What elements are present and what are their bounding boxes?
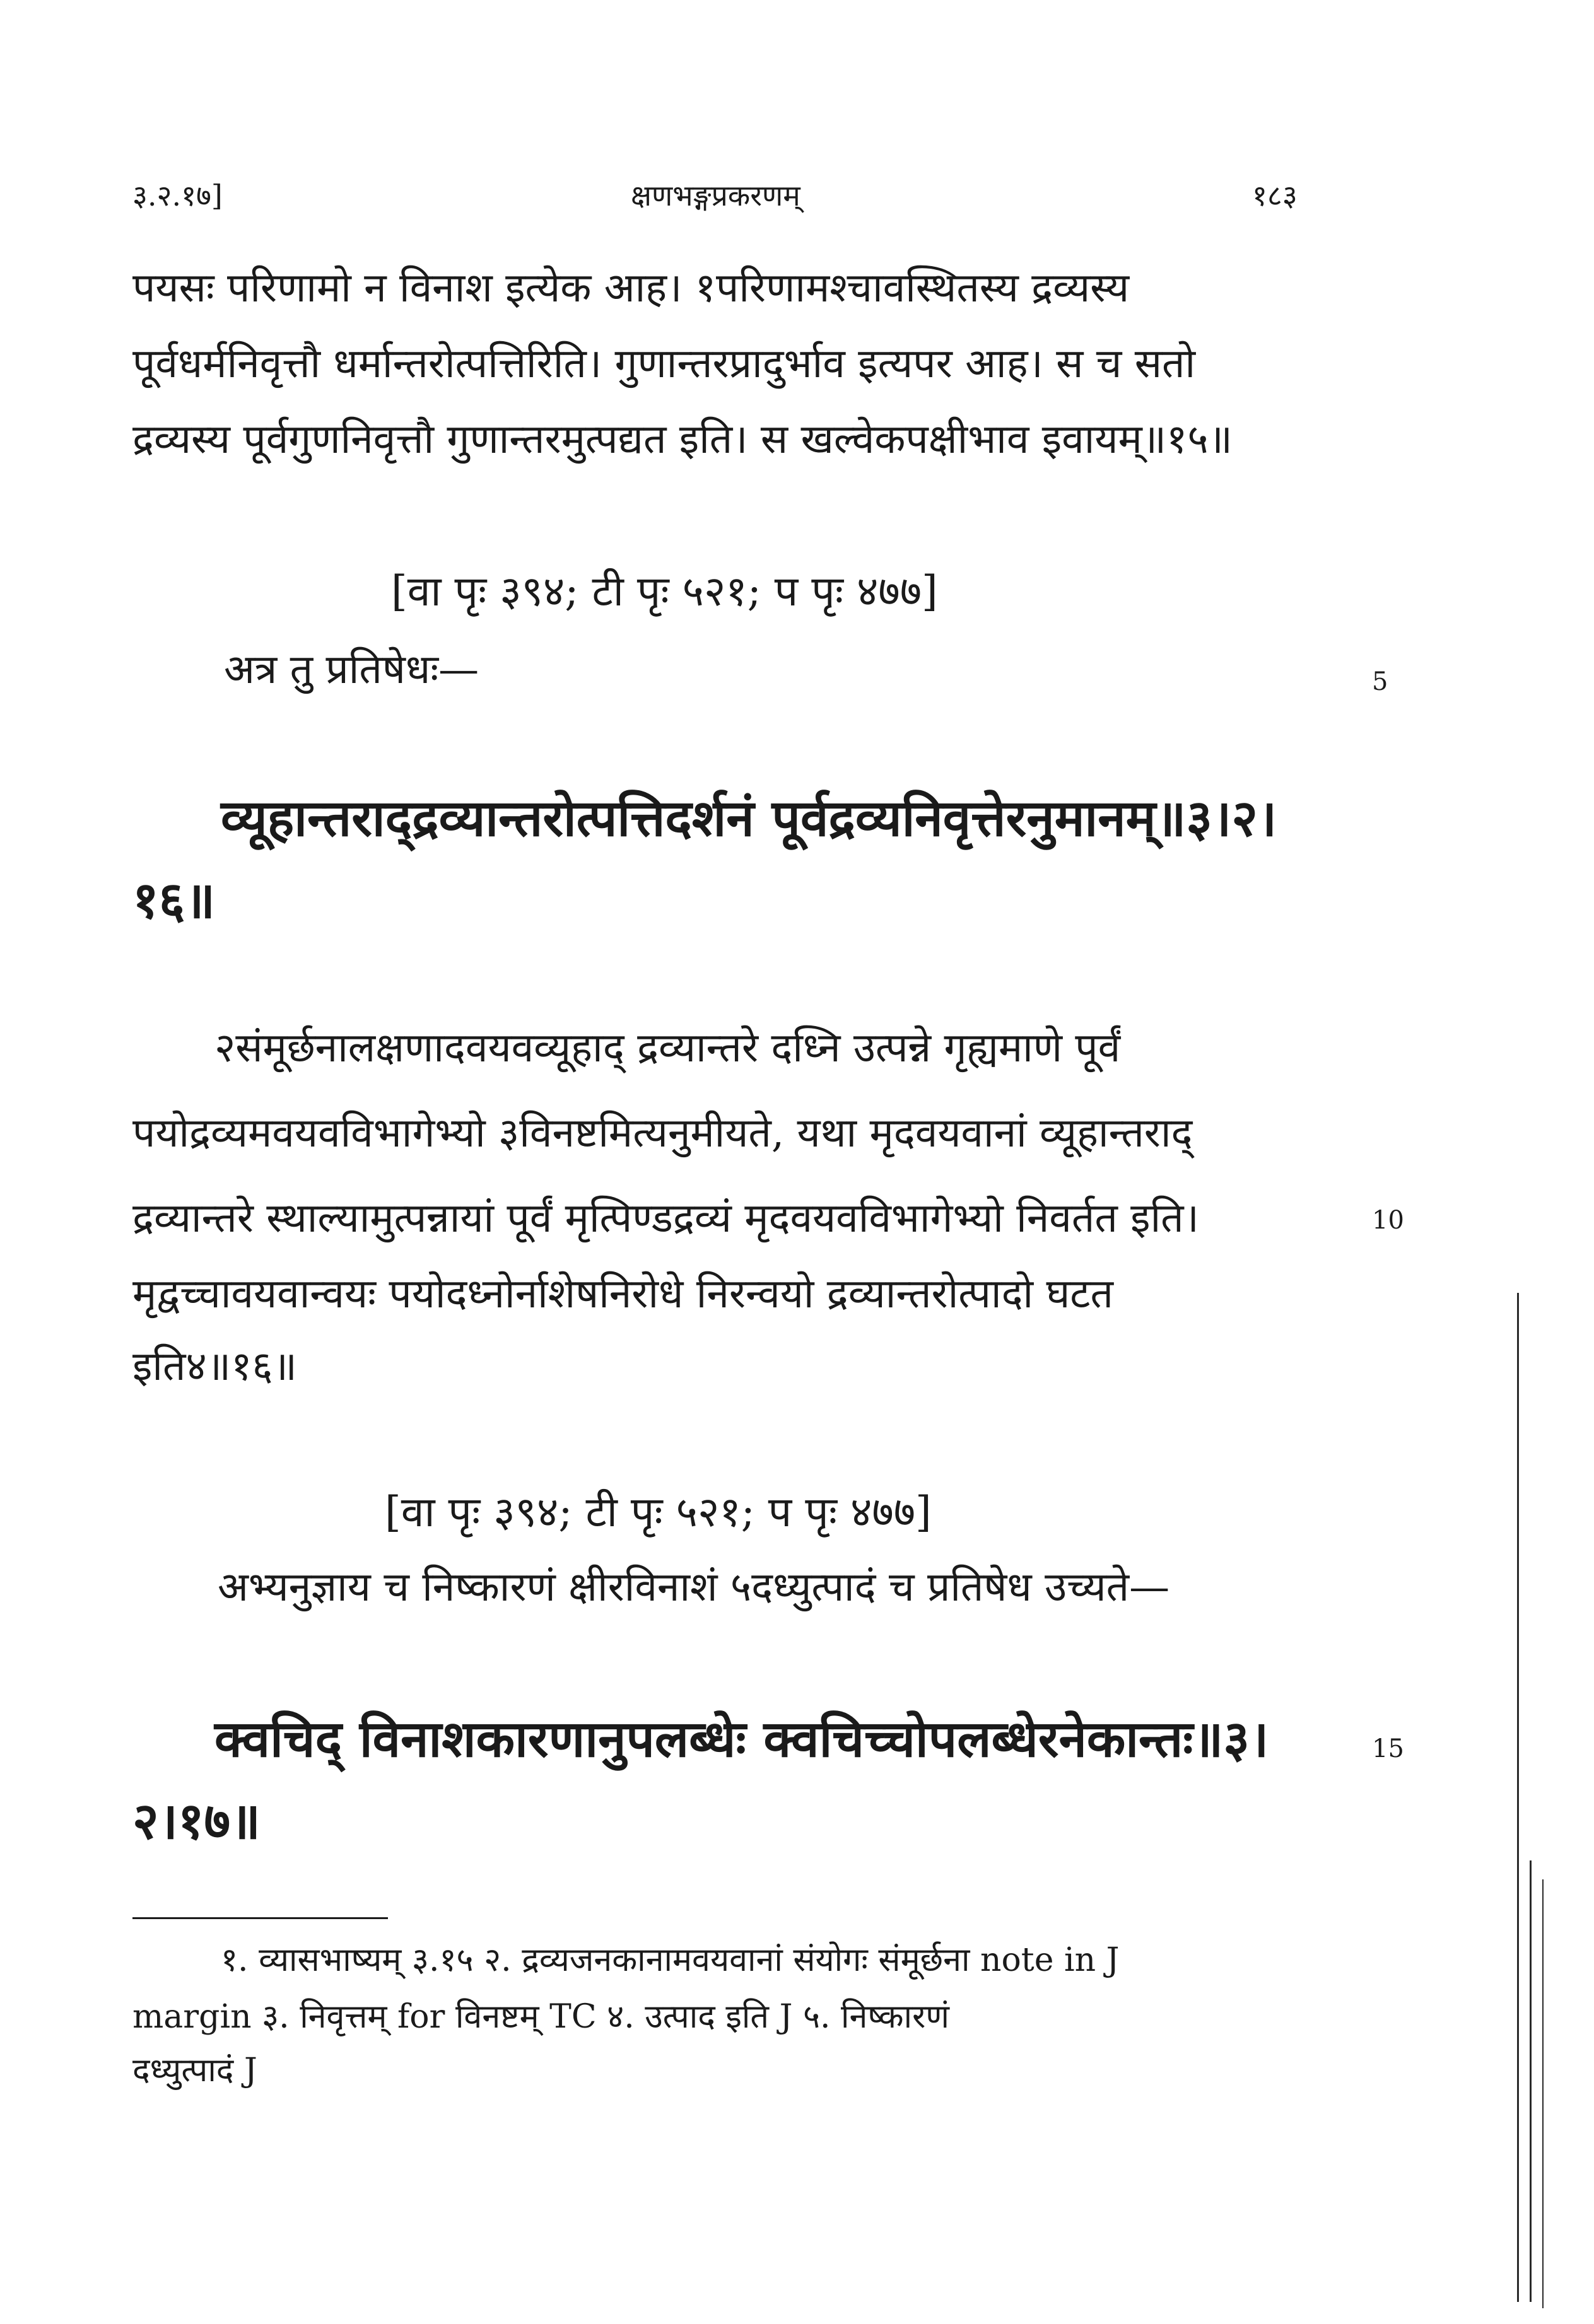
para2-line1: २संमूर्छनालक्षणादवयवव्यूहाद् द्रव्यान्तरे दध्नि उत्पन्ने गृह्यमाणे पूर्वं <box>214 1025 1121 1071</box>
footnote-separator <box>132 1917 388 1919</box>
reference-citation-2: [वा पृः ३९४; टी पृः ५२१; प पृः ४७७] <box>385 1488 932 1536</box>
reference-citation-1: [वा पृः ३९४; टी पृः ५२१; प पृः ४७७] <box>391 567 938 616</box>
sutra-16-line2: १६॥ <box>132 870 216 930</box>
header-page-number: १८३ <box>1252 178 1298 213</box>
binding-edge-line <box>1542 1879 1544 2308</box>
para1-line1: पयसः परिणामो न विनाश इत्येक आह। १परिणामश्चावस्थितस्य द्रव्यस्य <box>132 265 1130 312</box>
sutra-16-line1: व्यूहान्तराद्द्रव्यान्तरोत्पत्तिदर्शनं पूर्वद्रव्यनिवृत्तेरनुमानम्॥३।२। <box>221 788 1277 848</box>
para2-line4: मृद्वच्चावयवान्वयः पयोदध्नोर्नाशेषनिरोधे निरन्वयो द्रव्यान्तरोत्पादो घटत <box>132 1271 1114 1317</box>
para2-line2: पयोद्रव्यमवयवविभागेभ्यो ३विनष्टमित्यनुमीयते, यथा मृदवयवानां व्यूहान्तराद् <box>132 1110 1193 1157</box>
line-number-10: 10 <box>1372 1206 1404 1235</box>
footnote-line2: margin ३. निवृत्तम् for विनष्टम् TC ४. उत्पाद इति J ५. निष्कारणं <box>132 1998 949 2036</box>
footnote-line1: १. व्यासभाष्यम् ३.१५ २. द्रव्यजनकानामवयवानां संयोगः संमूर्छना note in J <box>221 1941 1120 1979</box>
intro-objection: अत्र तु प्रतिषेधः— <box>224 646 479 693</box>
line-number-15: 15 <box>1372 1734 1404 1763</box>
footnote-line3: दध्युत्पादं J <box>132 2052 257 2089</box>
sutra-17-line1: क्वचिद् विनाशकारणानुपलब्धेः क्वचिच्चोपलब्धेरनेकान्तः॥३। <box>214 1709 1269 1768</box>
header-chapter-title: क्षणभङ्गप्रकरणम् <box>631 178 800 213</box>
binding-edge-line <box>1517 1293 1519 2302</box>
header-section-number: ३.२.१७] <box>132 178 223 213</box>
para2-line3: द्रव्यान्तरे स्थाल्यामुत्पन्नायां पूर्वं मृत्पिण्डद्रव्यं मृदवयवविभागेभ्यो निवर्तत इति। <box>132 1195 1199 1242</box>
para2-line5: इति४॥१६॥ <box>132 1343 297 1390</box>
binding-edge-line <box>1530 1860 1532 2302</box>
para1-line3: द्रव्यस्य पूर्वगुणनिवृत्तौ गुणान्तरमुत्पद्यत इति। स खल्वेकपक्षीभाव इवायम्॥१५॥ <box>132 416 1233 463</box>
para1-line2: पूर्वधर्मनिवृत्तौ धर्मान्तरोत्पत्तिरिति। गुणान्तरप्रादुर्भाव इत्यपर आह। स च सतो <box>132 341 1196 387</box>
sutra-17-line2: २।१७॥ <box>132 1791 261 1850</box>
intro-counter: अभ्यनुज्ञाय च निष्कारणं क्षीरविनाशं ५दध्युत्पादं च प्रतिषेध उच्यते— <box>218 1564 1170 1611</box>
line-number-5: 5 <box>1372 667 1388 696</box>
